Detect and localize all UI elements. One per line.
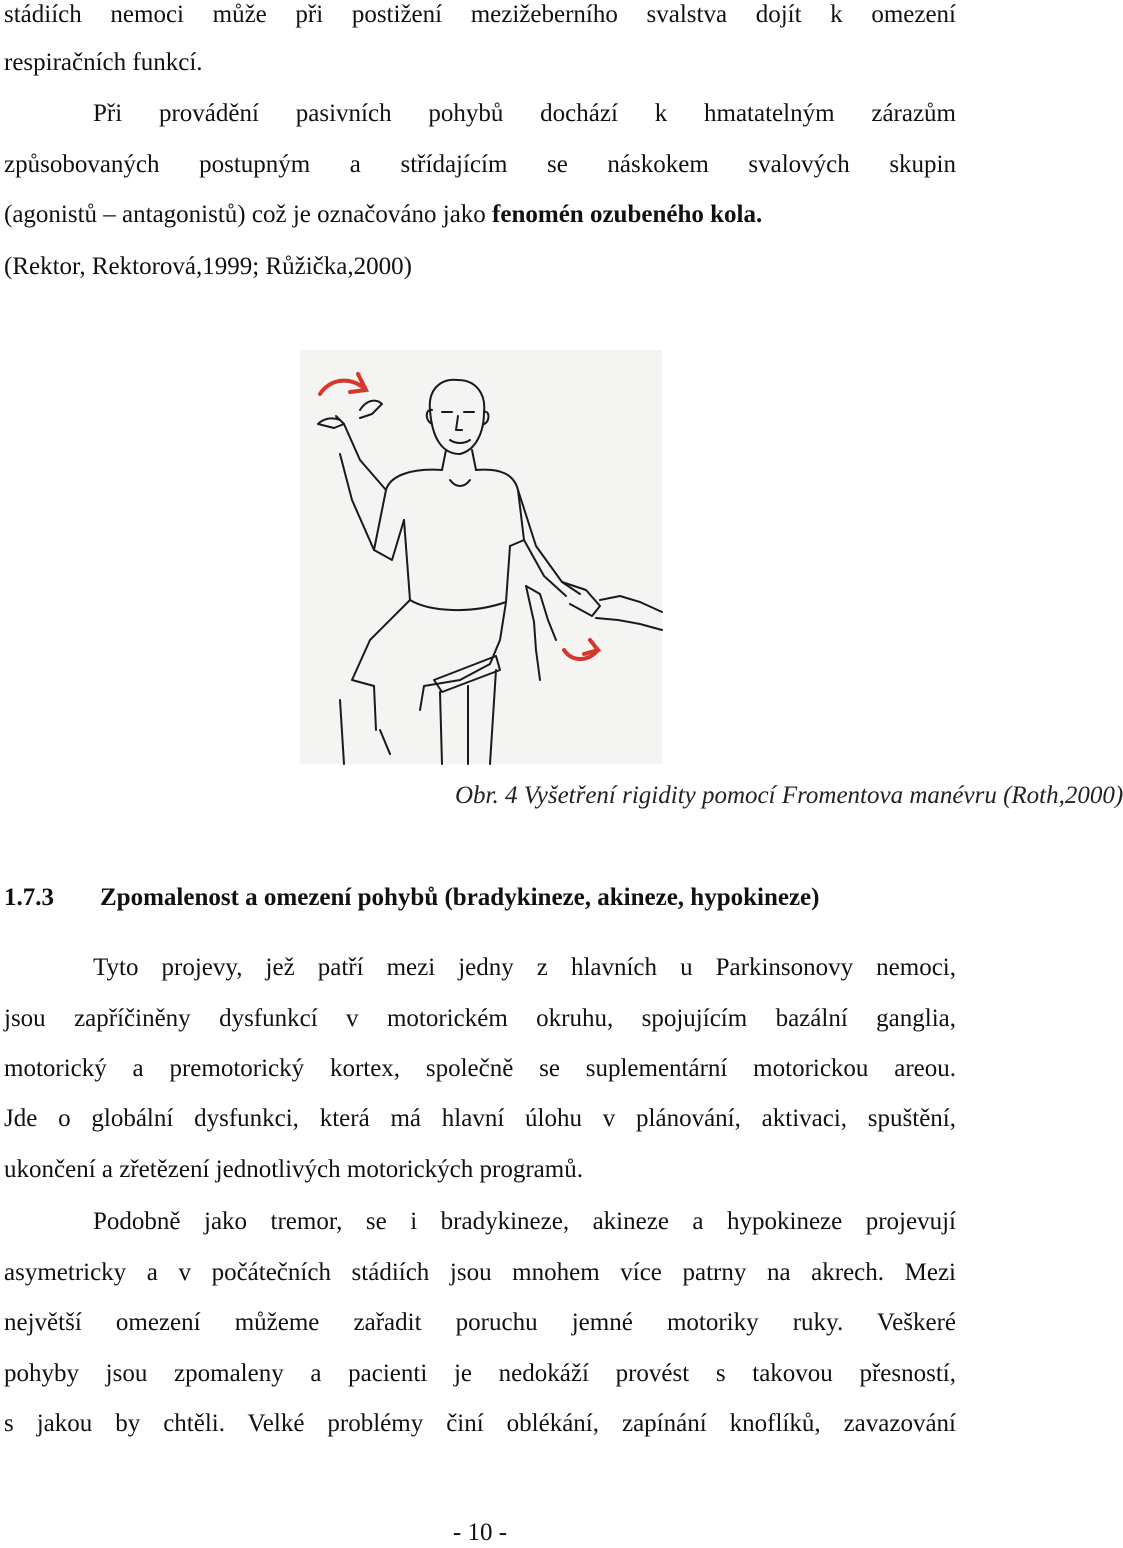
text-segment: (agonistů – antagonistů) což je označováno jako: [4, 201, 493, 228]
text-line: stádiích nemoci může při postižení mezižeberního svalstva dojít k omezení: [4, 1, 956, 28]
text-line: způsobovaných postupným a střídajícím se náskokem svalových skupin: [4, 151, 956, 178]
section-number: 1.7.3: [4, 884, 54, 911]
citation: (Rektor, Rektorová,1999; Růžička,2000): [4, 253, 412, 280]
text-line: největší omezení můžeme zařadit poruchu jemné motoriky ruky. Veškeré: [4, 1309, 956, 1336]
patient-examination-drawing: [300, 350, 662, 764]
bold-term: fenomén ozubeného kola: [492, 201, 756, 228]
text-line: motorický a premotorický kortex, společně se suplementární motorickou areou.: [4, 1055, 956, 1082]
figure-illustration: [300, 350, 662, 764]
text-line: s jakou by chtěli. Velké problémy činí oblékání, zapínání knoflíků, zavazování: [4, 1410, 956, 1437]
section-title: Zpomalenost a omezení pohybů (bradykineze, akineze, hypokineze): [100, 884, 820, 911]
section-heading: [4, 883, 819, 913]
text-line: Podobně jako tremor, se i bradykineze, akineze a hypokineze projevují: [93, 1208, 956, 1235]
text-line: [4, 200, 956, 230]
text-line: Při provádění pasivních pohybů dochází k hmatatelným zárazům: [93, 100, 956, 127]
text-line: jsou zapříčiněny dysfunkcí v motorickém okruhu, spojujícím bazální ganglia,: [4, 1005, 956, 1032]
text-line: Tyto projevy, jež patří mezi jedny z hlavních u Parkinsonovy nemoci,: [93, 954, 956, 981]
period: .: [755, 201, 763, 228]
text-line: respiračních funkcí.: [4, 49, 203, 76]
text-line: asymetricky a v počátečních stádiích jsou mnohem více patrny na akrech. Mezi: [4, 1259, 956, 1286]
figure-caption: Obr. 4 Vyšetření rigidity pomocí Fromentova manévru (Roth,2000): [455, 782, 1123, 809]
page-number: - 10 -: [452, 1519, 508, 1546]
text-line: ukončení a zřetězení jednotlivých motorických programů.: [4, 1156, 583, 1183]
text-line: Jde o globální dysfunkci, která má hlavní úlohu v plánování, aktivaci, spuštění,: [4, 1105, 956, 1132]
text-line: pohyby jsou zpomaleny a pacienti je nedokáží provést s takovou přesností,: [4, 1360, 956, 1387]
